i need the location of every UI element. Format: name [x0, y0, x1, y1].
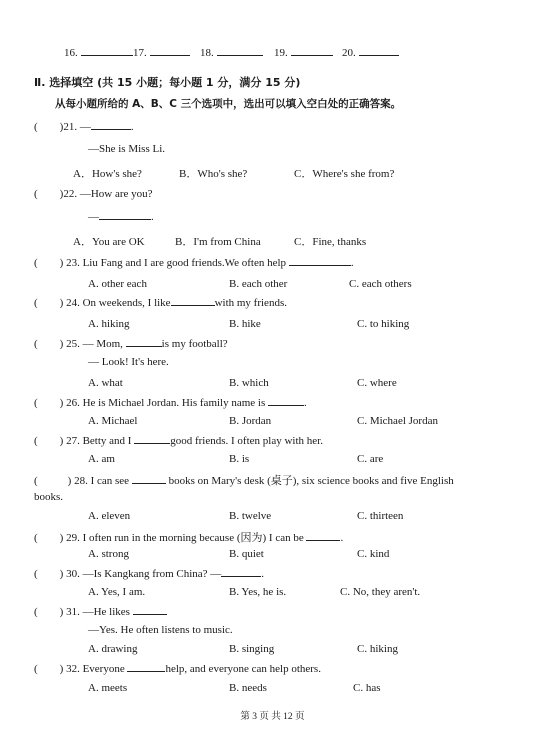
question-24: ( ) 24. On weekends, I like with my friends. — [34, 297, 287, 309]
q28-option-c: C. thirteen — [357, 510, 404, 522]
q32-option-a: A. meets — [88, 682, 128, 694]
question-25: ( ) 25. — Mom, is my football? — [34, 338, 228, 350]
answer-blank-16 — [64, 46, 133, 59]
q25-option-b: B. which — [229, 377, 269, 389]
q31-reply: —Yes. He often listens to music. — [88, 624, 233, 636]
q21-option-b: B．Who's she? — [179, 168, 248, 180]
section-title: Ⅱ. 选择填空 (共 15 小题；每小题 1 分，满分 15 分) — [34, 76, 301, 89]
q21-reply: —She is Miss Li. — [88, 143, 166, 155]
q29-option-c: C. kind — [357, 548, 390, 560]
question-30: ( ) 30. —Is Kangkang from China? — . — [34, 568, 265, 580]
question-31: ( ) 31. —He likes — [34, 605, 167, 618]
q32-option-c: C. has — [353, 682, 381, 694]
q25-option-c: C. where — [357, 377, 397, 389]
q21-option-c: C．Where's she from? — [294, 168, 395, 180]
q22-option-a: A．You are OK — [73, 236, 145, 248]
question-32: ( ) 32. Everyone help, and everyone can help others. — [34, 663, 321, 675]
q23-option-b: B. each other — [229, 278, 288, 290]
q32-option-b: B. needs — [229, 682, 267, 694]
q31-option-a: A. drawing — [88, 643, 138, 655]
question-21: ( )21. — . — [34, 121, 134, 133]
question-28: ( ) 28. I can see books on Mary's desk (桌子), six science books and five English — [34, 475, 454, 487]
q27-option-a: A. am — [88, 453, 115, 465]
question-29: ( ) 29. I often run in the morning because (因为) I can be . — [34, 532, 344, 544]
q22-option-b: B．I'm from China — [175, 236, 261, 248]
q23-option-c: C. each others — [349, 278, 412, 290]
q21-option-a: A．How's she? — [73, 168, 142, 180]
answer-blank-17 — [133, 46, 190, 59]
question-27: ( ) 27. Betty and I good friends. I often play with her. — [34, 435, 323, 447]
q24-option-a: A. hiking — [88, 318, 130, 330]
q29-option-b: B. quiet — [229, 548, 264, 560]
answer-number: 20. — [342, 47, 356, 59]
q31-option-b: B. singing — [229, 643, 275, 655]
q30-option-a: A. Yes, I am. — [88, 586, 146, 598]
q29-option-a: A. strong — [88, 548, 129, 560]
q31-option-c: C. hiking — [357, 643, 398, 655]
q28-option-a: A. eleven — [88, 510, 131, 522]
answer-blank-18 — [200, 46, 263, 59]
q30-option-c: C. No, they aren't. — [340, 586, 421, 598]
answer-blank-19 — [274, 46, 333, 59]
q26-option-a: A. Michael — [88, 415, 138, 427]
answer-number: 18. — [200, 47, 214, 59]
section-instruction: 从每小题所给的 A、B、C 三个选项中，选出可以填入空白处的正确答案。 — [55, 98, 402, 110]
q22-reply: — . — [88, 211, 154, 223]
answer-number: 19. — [274, 47, 288, 59]
q28-option-b: B. twelve — [229, 510, 272, 522]
q27-option-c: C. are — [357, 453, 384, 465]
q25-reply: — Look! It's here. — [88, 356, 169, 368]
q28-continuation: books. — [34, 491, 64, 503]
q25-option-a: A. what — [88, 377, 123, 389]
question-23: ( ) 23. Liu Fang and I are good friends.We often help . — [34, 257, 354, 269]
q26-option-b: B. Jordan — [229, 415, 272, 427]
q22-option-c: C．Fine, thanks — [294, 236, 367, 248]
q30-option-b: B. Yes, he is. — [229, 586, 287, 598]
answer-blank-20 — [342, 46, 399, 59]
answer-number: 16. — [64, 47, 78, 59]
q24-option-b: B. hike — [229, 318, 261, 330]
page-footer: 第 3 页 共 12 页 — [240, 712, 305, 722]
answer-number: 17. — [133, 47, 147, 59]
question-26: ( ) 26. He is Michael Jordan. His family name is . — [34, 397, 307, 409]
q26-option-c: C. Michael Jordan — [357, 415, 438, 427]
q24-option-c: C. to hiking — [357, 318, 410, 330]
q27-option-b: B. is — [229, 453, 250, 465]
question-22: ( )22. —How are you? — [34, 188, 153, 200]
q23-option-a: A. other each — [88, 278, 147, 290]
